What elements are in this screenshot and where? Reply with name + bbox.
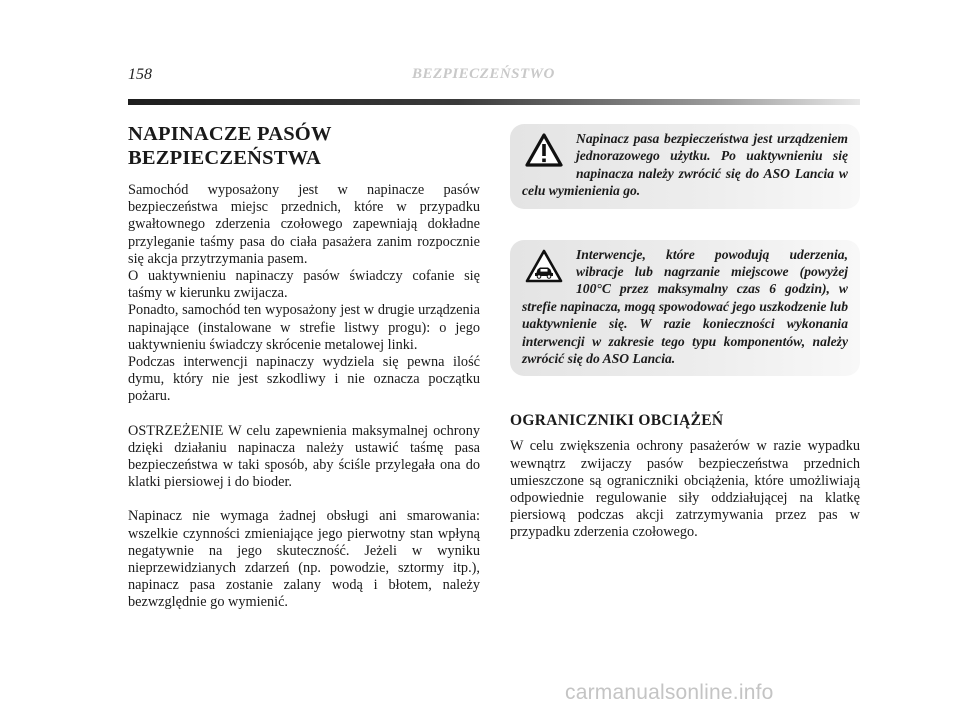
page-number: 158 xyxy=(128,66,152,83)
car-caution-icon xyxy=(524,248,564,284)
paragraph-intro: Samochód wyposażony jest w napinacze pasów bezpieczeństwa miejsc przednich, które w przypadku gwałtownego zderzenia czołowego zapewniają dokładne przyleganie taśmy pasa do ciała pasażera zanim rozpocznie się akcja przytrzymania pasem. xyxy=(128,182,480,267)
load-limiters-title: OGRANICZNIKI OBCIĄŻEŃ xyxy=(510,412,724,430)
right-column xyxy=(510,124,860,542)
warning-box-interventions xyxy=(510,240,860,377)
paragraph-smoke: Podczas interwencji napinaczy wydziela się pewna ilość dymu, który nie jest szkodliwy i nie oznacza początku pożaru. xyxy=(128,354,480,405)
paragraph-maintenance: Napinacz nie wymaga żadnej obsługi ani smarowania: wszelkie czynności zmieniające jego pierwotny stan wpłyną negatywnie na jego skuteczność. Jeżeli w wyniku nieprzewidzianych zdarzeń (np. powodzie, sztormy itp.), napinacz pasa zostanie zalany wodą i błotem, należy bezwzględnie go wymienić. xyxy=(128,508,480,611)
warning-text-interventions: Interwencje, które powodują uderzenia, wibracje lub nagrzanie miejscowe (powyżej 100°C przez maksymalny czas 6 godzin), w strefie napinacza, mogą spowodować jego uszkodzenie lub uaktywnienie się. W razie konieczności wykonania interwencji w zakresie tego typu komponentów, należy zwrócić się do ASO Lancia. xyxy=(522,246,848,367)
header-rule xyxy=(128,99,860,105)
left-column xyxy=(128,122,480,612)
section-title xyxy=(128,122,480,170)
warning-text-single-use: Napinacz pasa bezpieczeństwa jest urządzeniem jednorazowego użytku. Po uaktywnieniu się napinacza należy zwrócić się do ASO Lancia w celu wymienienia go. xyxy=(522,131,848,199)
paragraph-activation: O uaktywnieniu napinaczy pasów świadczy cofanie się taśmy w kierunku zwijacza. xyxy=(128,268,480,302)
warning-triangle-icon xyxy=(524,132,564,168)
warning-box-single-use xyxy=(510,124,860,209)
running-head: BEZPIECZEŃSTWO xyxy=(412,66,555,82)
paragraph-warning: OSTRZEŻENIE W celu zapewnienia maksymalnej ochrony dzięki działaniu napinacza należy ustawić taśmę pasa bezpieczeństwa w taki sposób, aby ściśle przylegała ona do klatki piersiowej i do bioder. xyxy=(128,422,480,491)
paragraph-second-tensioner: Ponadto, samochód ten wyposażony jest w drugie urządzenia napinające (instalowane w strefie listwy progu): o jego uaktywnieniu świadczy skrócenie metalowej linki. xyxy=(128,302,480,353)
load-limiters-paragraph: W celu zwiększenia ochrony pasażerów w razie wypadku wewnątrz zwijaczy pasów bezpieczeństwa przednich umieszczone są ograniczniki obciążenia, które umożliwiają odpowiednie regulowanie siły oddziałującej na klatkę piersiową podczas akcji zatrzymywania przez pas w przypadku zderzenia czołowego. xyxy=(510,438,860,541)
watermark: carmanualsonline.info xyxy=(565,681,774,704)
title-line-2: BEZPIECZEŃSTWA xyxy=(128,147,322,169)
title-line-1: NAPINACZE PASÓW xyxy=(128,123,332,145)
